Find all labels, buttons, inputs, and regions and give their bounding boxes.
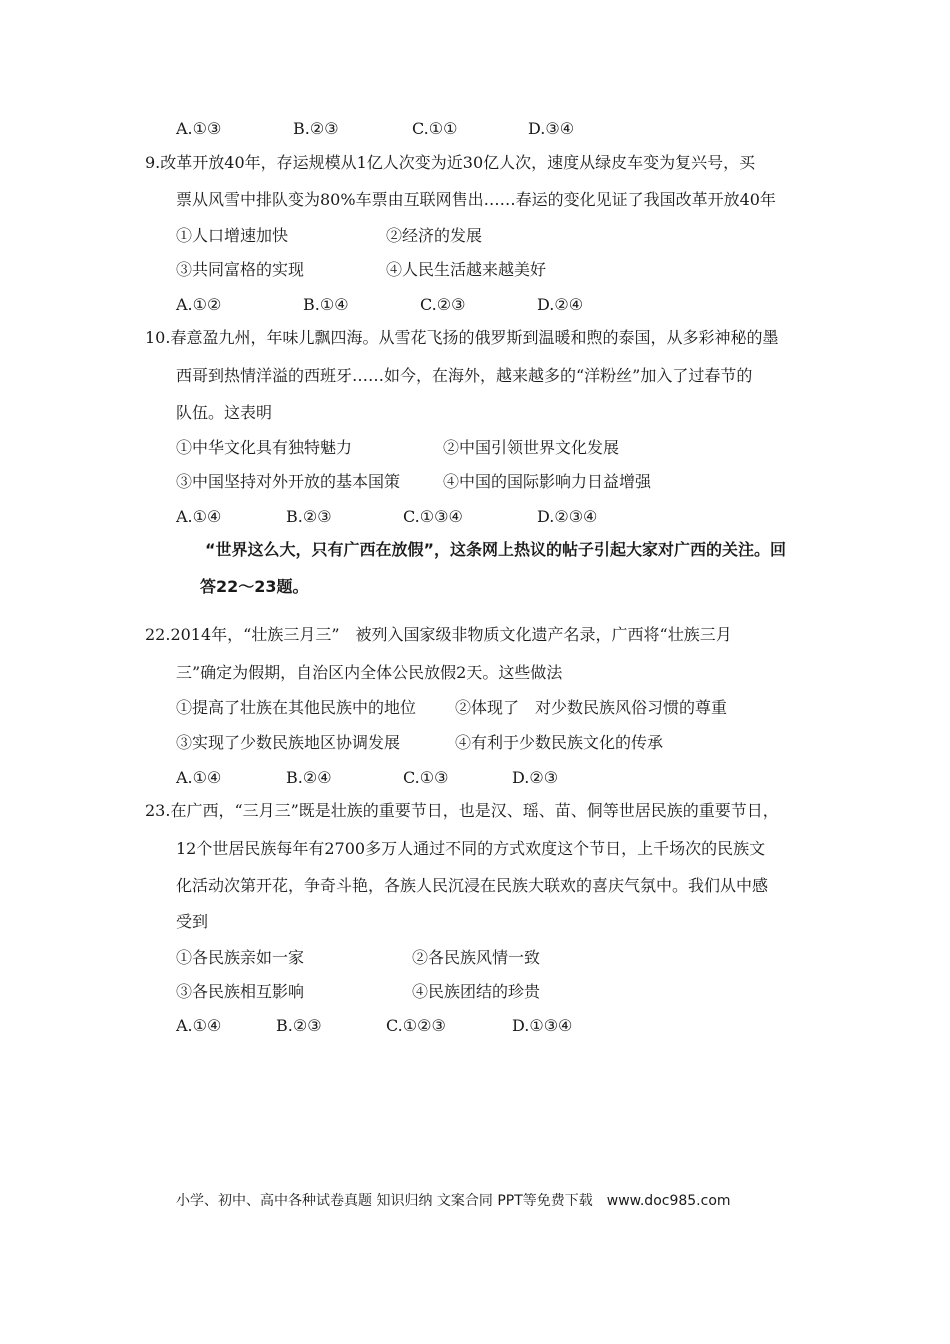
q23-option-a: A.①④	[176, 1016, 222, 1035]
q23-option-c: C.①②③	[386, 1016, 446, 1035]
q8-option-b: B.②③	[293, 119, 339, 138]
q10-item-2: ②中国引领世界文化发展	[443, 438, 620, 457]
q23-option-d: D.①③④	[512, 1016, 573, 1035]
q22-option-d: D.②③	[512, 768, 559, 787]
q9-stem-line2: 票从风雪中排队变为80%车票由互联网售出……春运的变化见证了我国改革开放40年	[176, 190, 776, 209]
q22-stem-line1: 22.2014年，“壮族三月三” 被列入国家级非物质文化遗产名录，广西将“壮族三月	[145, 625, 732, 644]
q10-option-b: B.②③	[286, 507, 332, 526]
q22-item-3: ③实现了少数民族地区协调发展	[176, 733, 401, 752]
intro-line1: “世界这么大，只有广西在放假”，这条网上热议的帖子引起大家对广西的关注。回	[205, 540, 787, 559]
q9-option-a: A.①②	[176, 295, 222, 314]
q23-stem-line3: 化活动次第开花，争奇斗艳，各族人民沉浸在民族大联欢的喜庆气氛中。我们从中感	[176, 876, 769, 895]
q10-item-3: ③中国坚持对外开放的基本国策	[176, 472, 401, 491]
q8-option-d: D.③④	[528, 119, 575, 138]
q9-stem-line1: 9.改革开放40年，存运规模从1亿人次变为近30亿人次，速度从绿皮车变为复兴号，买	[145, 153, 756, 172]
q10-stem-line3: 队伍。这表明	[176, 403, 273, 422]
q23-option-b: B.②③	[276, 1016, 322, 1035]
q23-item-2: ②各民族风情一致	[412, 948, 541, 967]
q22-stem-line2: 三”确定为假期，自治区内全体公民放假2天。这些做法	[176, 663, 563, 682]
q23-stem-line4: 受到	[176, 912, 209, 931]
q10-item-1: ①中华文化具有独特魅力	[176, 438, 353, 457]
q10-item-4: ④中国的国际影响力日益增强	[443, 472, 652, 491]
q9-item-2: ②经济的发展	[386, 226, 483, 245]
q23-stem-line2: 12个世居民族每年有2700多万人通过不同的方式欢度这个节日，上千场次的民族文	[176, 839, 766, 858]
q23-item-1: ①各民族亲如一家	[176, 948, 305, 967]
q22-item-4: ④有利于少数民族文化的传承	[455, 733, 664, 752]
q9-item-4: ④人民生活越来越美好	[386, 260, 547, 279]
q22-item-2: ②体现了 对少数民族风俗习惯的尊重	[455, 698, 728, 717]
q22-option-b: B.②④	[286, 768, 332, 787]
q10-stem-line2: 西哥到热情洋溢的西班牙……如今，在海外，越来越多的“洋粉丝”加入了过春节的	[176, 366, 753, 385]
q10-option-c: C.①③④	[403, 507, 463, 526]
q23-item-4: ④民族团结的珍贵	[412, 982, 541, 1001]
q22-option-a: A.①④	[176, 768, 222, 787]
footer-text: 小学、初中、高中各种试卷真题 知识归纳 文案合同 PPT等免费下载 www.doc985.com	[176, 1193, 731, 1209]
q9-item-3: ③共同富格的实现	[176, 260, 305, 279]
q10-stem-line1: 10.春意盈九州，年味儿飘四海。从雪花飞扬的俄罗斯到温暖和煦的泰国，从多彩神秘的墨	[145, 328, 779, 347]
q8-option-c: C.①①	[412, 119, 458, 138]
q9-option-d: D.②④	[537, 295, 584, 314]
q10-option-d: D.②③④	[537, 507, 598, 526]
q23-item-3: ③各民族相互影响	[176, 982, 305, 1001]
q10-option-a: A.①④	[176, 507, 222, 526]
q9-option-c: C.②③	[420, 295, 466, 314]
q9-item-1: ①人口增速加快	[176, 226, 289, 245]
q8-option-a: A.①③	[176, 119, 222, 138]
intro-line2: 答22～23题。	[200, 577, 309, 596]
q22-option-c: C.①③	[403, 768, 449, 787]
q22-item-1: ①提高了壮族在其他民族中的地位	[176, 698, 417, 717]
q9-option-b: B.①④	[303, 295, 349, 314]
q23-stem-line1: 23.在广西，“三月三”既是壮族的重要节日，也是汉、瑶、苗、侗等世居民族的重要节日，	[145, 801, 779, 820]
